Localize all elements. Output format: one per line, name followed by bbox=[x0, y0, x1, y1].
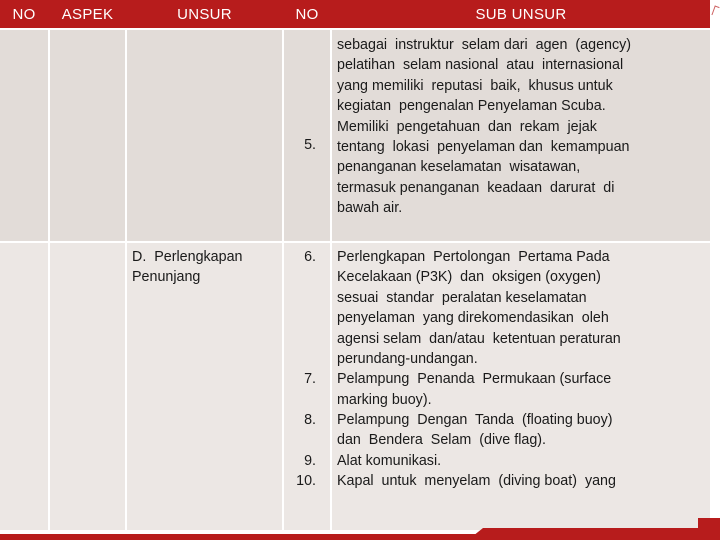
row2-sub-unsur-line: dan Bendera Selam (dive flag). bbox=[337, 432, 547, 449]
row2-unsur-line: Penunjang bbox=[132, 269, 201, 286]
row2-sub-unsur-line: marking buoy). bbox=[337, 391, 432, 408]
row1-sub-unsur-line: pelatihan selam nasional atau internasional bbox=[337, 57, 624, 74]
row1-aspek-cell bbox=[50, 30, 125, 241]
row1-sub-unsur-line: Memiliki pengetahuan dan rekam jejak bbox=[337, 118, 597, 135]
footer-accent-bar bbox=[0, 534, 720, 540]
row2-item-number: 7. bbox=[304, 371, 316, 388]
row2-item-number: 9. bbox=[304, 452, 316, 469]
row1-sub-unsur-line: yang memiliki reputasi baik, khusus untuk bbox=[337, 77, 613, 94]
row2-sub-unsur-line: agensi selam dan/atau ketentuan peraturan bbox=[337, 330, 621, 347]
row2-sub-unsur-line: Pelampung Dengan Tanda (floating buoy) bbox=[337, 411, 613, 428]
row1-sub-unsur-line: kegiatan pengenalan Penyelaman Scuba. bbox=[337, 98, 606, 115]
row2-sub-unsur-line: Kapal untuk menyelam (diving boat) yang bbox=[337, 473, 616, 489]
row2-item-number: 8. bbox=[304, 411, 316, 428]
row2-sub-unsur-line: Perlengkapan Pertolongan Pertama Pada bbox=[337, 249, 610, 265]
row1-sub-unsur-line: sebagai instruktur selam dari agen (agency) bbox=[337, 37, 632, 53]
header-no: NO bbox=[12, 6, 36, 23]
row1-sub-unsur-line: bawah air. bbox=[337, 200, 403, 217]
row1-item-number: 5. bbox=[304, 137, 316, 153]
row1-sub-unsur-cell bbox=[332, 30, 710, 241]
row2-item-number: 6. bbox=[304, 249, 316, 265]
row2-sub-unsur-cell bbox=[332, 243, 710, 530]
row2-sub-unsur-line: penyelaman yang direkomendasikan oleh bbox=[337, 310, 609, 327]
row2-no-cell bbox=[0, 243, 48, 530]
row2-aspek-cell bbox=[50, 243, 125, 530]
row2-sub-unsur-line: perundang-undangan. bbox=[337, 351, 478, 367]
row2-unsur-cell bbox=[127, 243, 282, 530]
row1-unsur-cell bbox=[127, 30, 282, 241]
row1-number-cell bbox=[284, 30, 330, 241]
header-sub-unsur: SUB UNSUR bbox=[475, 6, 567, 23]
row1-sub-unsur-line: penanganan keselamatan wisatawan, bbox=[337, 159, 581, 176]
header-unsur: UNSUR bbox=[177, 6, 232, 23]
row2-unsur-line: D. Perlengkapan bbox=[132, 249, 243, 265]
footer-accent-tab bbox=[698, 518, 720, 540]
row1-sub-unsur-line: tentang lokasi penyelaman dan kemampuan bbox=[337, 139, 630, 155]
row2-number-cell bbox=[284, 243, 330, 530]
row1-sub-unsur-line: termasuk penanganan keadaan darurat di bbox=[337, 179, 615, 196]
row1-no-cell bbox=[0, 30, 48, 241]
row2-item-number: 10. bbox=[296, 473, 316, 489]
header-aspek: ASPEK bbox=[61, 6, 114, 23]
row2-sub-unsur-line: Kecelakaan (P3K) dan oksigen (oxygen) bbox=[337, 269, 601, 286]
header-no-2: NO bbox=[295, 6, 319, 23]
corner-curl-mark bbox=[711, 5, 719, 16]
row2-sub-unsur-line: Alat komunikasi. bbox=[337, 452, 442, 469]
row2-sub-unsur-line: Pelampung Penanda Permukaan (surface bbox=[337, 371, 612, 388]
row2-sub-unsur-line: sesuai standar peralatan keselamatan bbox=[337, 289, 587, 306]
